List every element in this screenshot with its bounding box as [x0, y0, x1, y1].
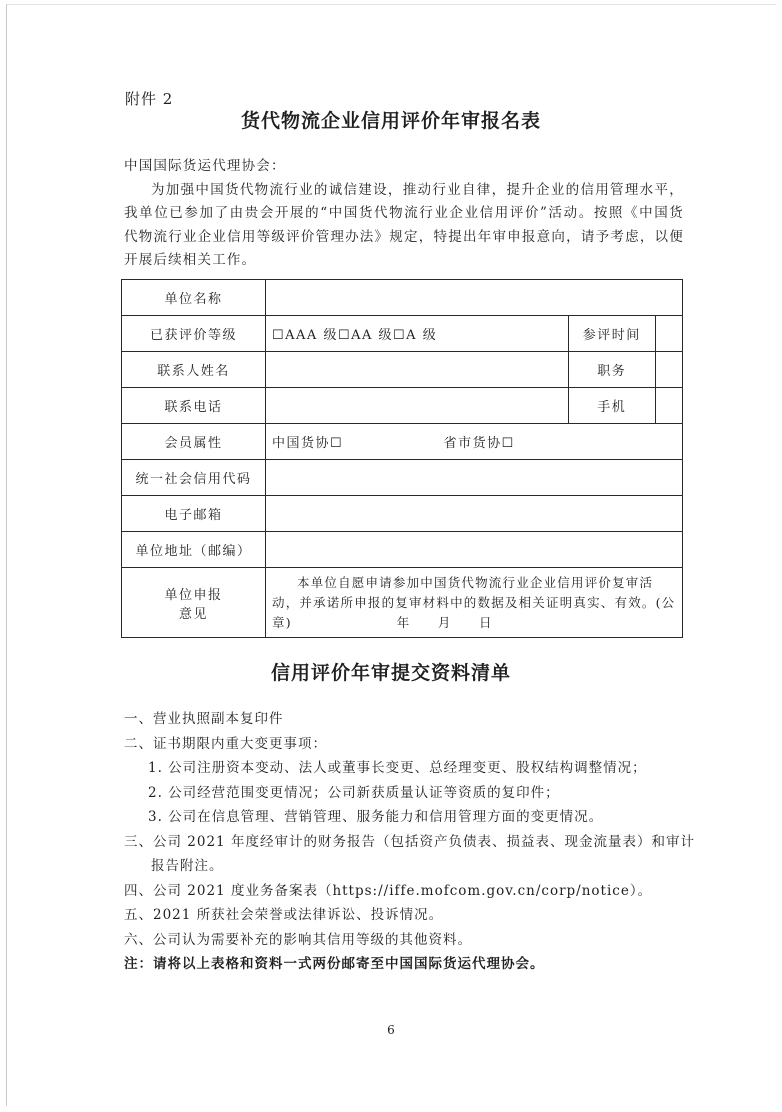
membership-options [266, 424, 683, 460]
checklist-item-2-1: 1. 公司注册资本变动、法人或董事长变更、总经理变更、股权结构调整情况； [148, 760, 647, 776]
position-field[interactable] [655, 352, 682, 388]
mobile-field[interactable] [655, 388, 682, 424]
row-credit-code [122, 460, 683, 496]
row-membership [122, 424, 683, 460]
membership-option-province[interactable]: 省市货协☐ [443, 436, 515, 451]
credit-code-field[interactable] [266, 460, 683, 496]
checklist [124, 707, 695, 977]
form-title: 货代物流企业信用评价年审报名表 [240, 110, 541, 132]
checklist-item-2-2: 2. 公司经营范围变更情况；公司新获质量认证等资质的复印件； [148, 784, 560, 801]
row-phone [122, 388, 683, 424]
credit-code-label: 统一社会信用代码 [122, 460, 266, 496]
email-label: 电子邮箱 [122, 496, 266, 532]
attachment-label: 附件 2 [125, 90, 174, 108]
intro-addressee: 中国国际货运代理协会： [124, 158, 286, 174]
opinion-label [122, 568, 266, 638]
checklist-item-3: 三、公司 2021 年度经审计的财务报告（包括资产负债表、损益表、现金流量表）和审计 [124, 833, 695, 850]
address-field[interactable] [266, 532, 683, 568]
row-email [122, 496, 683, 532]
row-rating [122, 316, 683, 352]
registration-form-table [121, 279, 683, 638]
checklist-item-3-cont: 报告附注。 [151, 858, 224, 874]
checklist-item-4: 四、公司 2021 度业务备案表（https://iffe.mofcom.gov.cn/corp/notice）。 [124, 882, 653, 899]
row-company-name [122, 280, 683, 316]
opinion-label-line1: 单位申报 [164, 587, 223, 603]
opinion-label-line2: 意见 [178, 606, 208, 622]
checklist-title: 信用评价年审提交资料清单 [270, 662, 511, 684]
checklist-item-1: 一、营业执照副本复印件 [124, 711, 284, 727]
checklist-item-2: 二、证书期限内重大变更事项： [124, 735, 327, 752]
checklist-item-5: 五、2021 所获社会荣誉或法律诉讼、投诉情况。 [124, 907, 444, 923]
row-contact [122, 352, 683, 388]
email-field[interactable] [266, 496, 683, 532]
contact-name-field[interactable] [266, 352, 569, 388]
page-number: 6 [387, 1023, 395, 1037]
company-name-label: 单位名称 [122, 280, 266, 316]
address-label: 单位地址（邮编） [122, 532, 266, 568]
contact-name-label: 联系人姓名 [122, 352, 266, 388]
opinion-text [272, 573, 676, 633]
row-opinion [122, 568, 683, 638]
rating-options[interactable]: ☐AAA 级☐AA 级☐A 级 [266, 316, 569, 352]
opinion-date: 年 月 日 [396, 614, 493, 630]
checklist-note: 注：请将以上表格和资料一式两份邮寄至中国国际货运代理协会。 [124, 956, 545, 972]
opinion-field[interactable] [266, 568, 683, 638]
membership-option-china[interactable]: 中国货协☐ [272, 436, 344, 451]
rating-time-field[interactable] [655, 316, 682, 352]
checklist-item-6: 六、公司认为需要补充的影响其信用等级的其他资料。 [124, 931, 472, 948]
phone-label: 联系电话 [122, 388, 266, 424]
membership-label: 会员属性 [122, 424, 266, 460]
company-name-field[interactable] [266, 280, 683, 316]
phone-field[interactable] [266, 388, 569, 424]
position-label: 职务 [568, 352, 655, 388]
intro-letter [124, 155, 684, 273]
opinion-statement: 本单位自愿申请参加中国货代物流行业企业信用评价复审活动，并承诺所申报的复审材料中的数据及相关证明真实、有效。(公章) [272, 574, 676, 630]
rating-time-label: 参评时间 [568, 316, 655, 352]
rating-label: 已获评价等级 [122, 316, 266, 352]
row-address [122, 532, 683, 568]
intro-paragraph: 为加强中国货代物流行业的诚信建设，推动行业自律，提升企业的信用管理水平，我单位已参加了由贵会开展的“中国货代物流行业企业信用评价”活动。按照《中国货代物流行业企业信用等级评价管理办法》规定，特提出年审申报意向，请予考虑，以便开展后续相关工作。 [124, 181, 684, 268]
mobile-label: 手机 [568, 388, 655, 424]
checklist-item-2-3: 3. 公司在信息管理、营销管理、服务能力和信用管理方面的变更情况。 [148, 809, 604, 825]
